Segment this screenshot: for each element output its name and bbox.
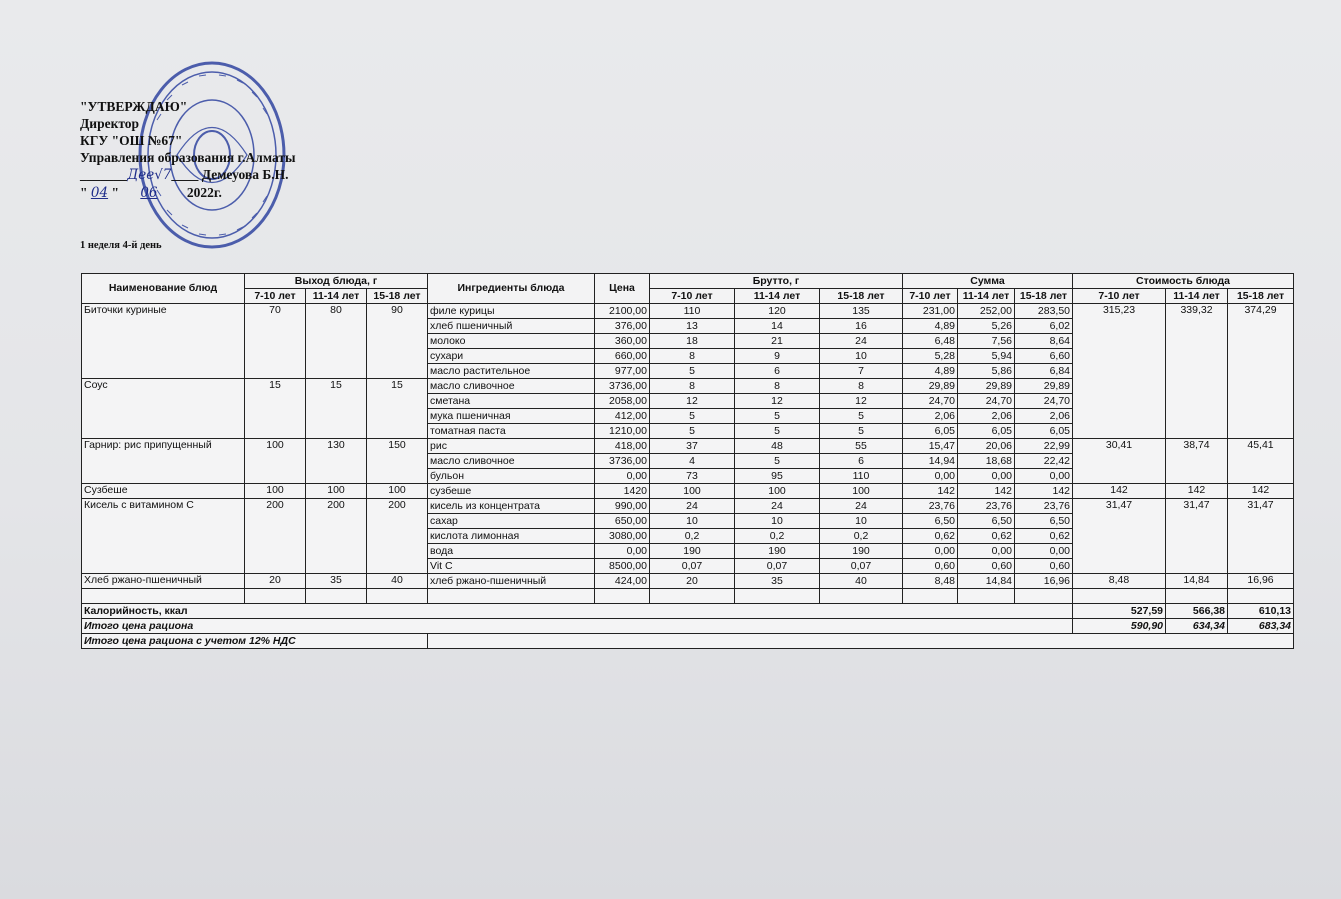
blank-cell xyxy=(1228,589,1294,604)
dish-output: 35 xyxy=(306,574,367,589)
brutto-value: 0,07 xyxy=(820,559,903,574)
brutto-value: 100 xyxy=(735,484,820,499)
brutto-value: 24 xyxy=(735,499,820,514)
age-header: 15-18 лет xyxy=(1228,289,1294,304)
sum-value: 0,62 xyxy=(1015,529,1073,544)
brutto-value: 24 xyxy=(820,499,903,514)
dish-output: 80 xyxy=(306,304,367,379)
dish-cost: 339,32 xyxy=(1166,304,1228,439)
dish-cost: 142 xyxy=(1166,484,1228,499)
brutto-value: 8 xyxy=(650,349,735,364)
brutto-value: 12 xyxy=(820,394,903,409)
brutto-value: 6 xyxy=(735,364,820,379)
ingredient-price: 8500,00 xyxy=(595,559,650,574)
sum-value: 24,70 xyxy=(903,394,958,409)
dish-name: Биточки куриные xyxy=(82,304,245,379)
brutto-value: 5 xyxy=(735,424,820,439)
sum-value: 0,00 xyxy=(1015,544,1073,559)
dish-cost: 14,84 xyxy=(1166,574,1228,589)
dish-cost: 31,47 xyxy=(1228,499,1294,574)
sum-value: 0,60 xyxy=(958,559,1015,574)
sum-value: 22,99 xyxy=(1015,439,1073,454)
calories-row xyxy=(82,604,1294,619)
dish-output: 100 xyxy=(245,439,306,484)
header-summa: Сумма xyxy=(903,274,1073,289)
dish-cost: 31,47 xyxy=(1166,499,1228,574)
ingredient-price: 3080,00 xyxy=(595,529,650,544)
dish-cost: 31,47 xyxy=(1073,499,1166,574)
ingredient-name: кислота лимонная xyxy=(428,529,595,544)
ingredient-name: масло сливочное xyxy=(428,454,595,469)
ingredient-name: мука пшеничная xyxy=(428,409,595,424)
brutto-value: 100 xyxy=(820,484,903,499)
signature-blank: _______ xyxy=(80,167,128,182)
age-header: 7-10 лет xyxy=(650,289,735,304)
dish-output: 150 xyxy=(367,439,428,484)
menu-subtitle: 1 неделя 4-й день xyxy=(80,240,162,251)
age-header: 15-18 лет xyxy=(820,289,903,304)
header-brutto: Брутто, г xyxy=(650,274,903,289)
sum-value: 29,89 xyxy=(903,379,958,394)
sum-value: 16,96 xyxy=(1015,574,1073,589)
date-year: 2022г. xyxy=(186,185,222,200)
sum-value: 6,48 xyxy=(903,334,958,349)
sum-value: 2,06 xyxy=(1015,409,1073,424)
signature-line xyxy=(80,166,296,184)
ingredient-price: 2058,00 xyxy=(595,394,650,409)
dish-output: 100 xyxy=(245,484,306,499)
calories-value: 610,13 xyxy=(1228,604,1294,619)
sum-value: 252,00 xyxy=(958,304,1015,319)
brutto-value: 8 xyxy=(650,379,735,394)
brutto-value: 10 xyxy=(650,514,735,529)
total-value: 683,34 xyxy=(1228,619,1294,634)
sum-value: 29,89 xyxy=(1015,379,1073,394)
sum-value: 14,94 xyxy=(903,454,958,469)
blank-cell xyxy=(306,589,367,604)
ingredient-name: рис xyxy=(428,439,595,454)
brutto-value: 35 xyxy=(735,574,820,589)
brutto-value: 110 xyxy=(820,469,903,484)
department-name: Управления образования г.Алматы xyxy=(80,150,296,165)
ingredient-name: вода xyxy=(428,544,595,559)
dish-cost: 45,41 xyxy=(1228,439,1294,484)
brutto-value: 5 xyxy=(820,409,903,424)
brutto-value: 48 xyxy=(735,439,820,454)
blank-cell xyxy=(428,589,595,604)
sum-value: 6,05 xyxy=(958,424,1015,439)
brutto-value: 5 xyxy=(650,364,735,379)
dish-output: 15 xyxy=(245,379,306,439)
age-header: 7-10 лет xyxy=(245,289,306,304)
sum-value: 14,84 xyxy=(958,574,1015,589)
brutto-value: 190 xyxy=(650,544,735,559)
total-value: 634,34 xyxy=(1166,619,1228,634)
sum-value: 23,76 xyxy=(1015,499,1073,514)
sum-value: 5,26 xyxy=(958,319,1015,334)
director-position: Директор xyxy=(80,116,140,131)
blank-cell xyxy=(735,589,820,604)
dish-output: 130 xyxy=(306,439,367,484)
blank-cell xyxy=(595,589,650,604)
sum-value: 6,02 xyxy=(1015,319,1073,334)
calories-value: 527,59 xyxy=(1073,604,1166,619)
header-row-2 xyxy=(82,289,1294,304)
sum-value: 0,62 xyxy=(903,529,958,544)
dish-cost: 38,74 xyxy=(1166,439,1228,484)
sum-value: 8,64 xyxy=(1015,334,1073,349)
dish-cost: 374,29 xyxy=(1228,304,1294,439)
table-row xyxy=(82,439,1294,454)
ingredient-price: 376,00 xyxy=(595,319,650,334)
age-header: 11-14 лет xyxy=(735,289,820,304)
brutto-value: 5 xyxy=(820,424,903,439)
director-name: Демеуова Б.Н. xyxy=(201,167,289,182)
brutto-value: 5 xyxy=(735,454,820,469)
ingredient-name: сахар xyxy=(428,514,595,529)
sum-value: 0,00 xyxy=(958,469,1015,484)
brutto-value: 12 xyxy=(650,394,735,409)
age-header: 7-10 лет xyxy=(903,289,958,304)
ingredient-price: 660,00 xyxy=(595,349,650,364)
blank-cell xyxy=(958,589,1015,604)
brutto-value: 5 xyxy=(650,424,735,439)
brutto-value: 10 xyxy=(820,349,903,364)
table-body xyxy=(82,304,1294,649)
brutto-value: 0,07 xyxy=(650,559,735,574)
sum-value: 15,47 xyxy=(903,439,958,454)
age-header: 15-18 лет xyxy=(1015,289,1073,304)
total-value: 590,90 xyxy=(1073,619,1166,634)
dish-output: 40 xyxy=(367,574,428,589)
sum-value: 5,94 xyxy=(958,349,1015,364)
header-price: Цена xyxy=(595,274,650,304)
brutto-value: 18 xyxy=(650,334,735,349)
calories-label: Калорийность, ккал xyxy=(82,604,1073,619)
blank-cell xyxy=(367,589,428,604)
table-row xyxy=(82,499,1294,514)
dish-output: 100 xyxy=(367,484,428,499)
sum-value: 0,00 xyxy=(1015,469,1073,484)
age-header: 7-10 лет xyxy=(1073,289,1166,304)
brutto-value: 40 xyxy=(820,574,903,589)
brutto-value: 5 xyxy=(735,409,820,424)
dish-output: 200 xyxy=(245,499,306,574)
sum-value: 18,68 xyxy=(958,454,1015,469)
ingredient-name: сузбеше xyxy=(428,484,595,499)
brutto-value: 7 xyxy=(820,364,903,379)
ingredient-price: 412,00 xyxy=(595,409,650,424)
brutto-value: 13 xyxy=(650,319,735,334)
sum-value: 2,06 xyxy=(958,409,1015,424)
header-row-1 xyxy=(82,274,1294,289)
sum-value: 0,60 xyxy=(903,559,958,574)
table-row xyxy=(82,574,1294,589)
sum-value: 0,00 xyxy=(903,544,958,559)
sum-value: 283,50 xyxy=(1015,304,1073,319)
blank-cell xyxy=(1166,589,1228,604)
dish-name: Гарнир: рис припущенный xyxy=(82,439,245,484)
blank-cell xyxy=(820,589,903,604)
header-dish: Наименование блюд xyxy=(82,274,245,304)
ingredient-name: сметана xyxy=(428,394,595,409)
brutto-value: 0,07 xyxy=(735,559,820,574)
age-header: 11-14 лет xyxy=(958,289,1015,304)
sum-value: 23,76 xyxy=(903,499,958,514)
dish-cost: 315,23 xyxy=(1073,304,1166,439)
ingredient-name: молоко xyxy=(428,334,595,349)
approval-block xyxy=(80,98,296,202)
brutto-value: 0,2 xyxy=(735,529,820,544)
dish-cost: 142 xyxy=(1228,484,1294,499)
ingredient-name: масло сливочное xyxy=(428,379,595,394)
brutto-value: 6 xyxy=(820,454,903,469)
sum-value: 142 xyxy=(1015,484,1073,499)
dish-output: 15 xyxy=(367,379,428,439)
brutto-value: 14 xyxy=(735,319,820,334)
sum-value: 7,56 xyxy=(958,334,1015,349)
brutto-value: 9 xyxy=(735,349,820,364)
ingredient-name: бульон xyxy=(428,469,595,484)
ingredient-price: 418,00 xyxy=(595,439,650,454)
dish-name: Сузбеше xyxy=(82,484,245,499)
brutto-value: 24 xyxy=(820,334,903,349)
sum-value: 4,89 xyxy=(903,364,958,379)
sum-value: 0,00 xyxy=(903,469,958,484)
brutto-value: 95 xyxy=(735,469,820,484)
sum-value: 4,89 xyxy=(903,319,958,334)
menu-table xyxy=(81,273,1294,649)
sum-value: 6,05 xyxy=(903,424,958,439)
brutto-value: 120 xyxy=(735,304,820,319)
ingredient-price: 0,00 xyxy=(595,544,650,559)
sum-value: 24,70 xyxy=(958,394,1015,409)
sum-value: 2,06 xyxy=(903,409,958,424)
school-name: КГУ "ОШ №67" xyxy=(80,133,183,148)
brutto-value: 10 xyxy=(735,514,820,529)
age-header: 11-14 лет xyxy=(1166,289,1228,304)
brutto-value: 20 xyxy=(650,574,735,589)
table-row xyxy=(82,484,1294,499)
sum-value: 142 xyxy=(958,484,1015,499)
sum-value: 6,60 xyxy=(1015,349,1073,364)
sum-value: 6,50 xyxy=(903,514,958,529)
brutto-value: 10 xyxy=(820,514,903,529)
dish-cost: 30,41 xyxy=(1073,439,1166,484)
ingredient-name: томатная паста xyxy=(428,424,595,439)
date-month: 06 xyxy=(140,185,158,201)
blank-cell xyxy=(82,589,245,604)
brutto-value: 190 xyxy=(820,544,903,559)
brutto-value: 0,2 xyxy=(650,529,735,544)
ingredient-name: сухари xyxy=(428,349,595,364)
ingredient-price: 360,00 xyxy=(595,334,650,349)
ingredient-name: Vit C xyxy=(428,559,595,574)
dish-cost: 142 xyxy=(1073,484,1166,499)
total-vat-empty xyxy=(428,634,1294,649)
table-header xyxy=(82,274,1294,304)
signature-blank-2: ____ xyxy=(171,167,202,182)
sum-value: 0,60 xyxy=(1015,559,1073,574)
ingredient-price: 424,00 xyxy=(595,574,650,589)
brutto-value: 0,2 xyxy=(820,529,903,544)
total-label: Итого цена рациона xyxy=(82,619,1073,634)
brutto-value: 100 xyxy=(650,484,735,499)
table-row xyxy=(82,304,1294,319)
ingredient-price: 1420 xyxy=(595,484,650,499)
blank-cell xyxy=(650,589,735,604)
sum-value: 8,48 xyxy=(903,574,958,589)
brutto-value: 55 xyxy=(820,439,903,454)
sum-value: 5,86 xyxy=(958,364,1015,379)
total-row xyxy=(82,619,1294,634)
sum-value: 142 xyxy=(903,484,958,499)
brutto-value: 21 xyxy=(735,334,820,349)
sum-value: 22,42 xyxy=(1015,454,1073,469)
blank-cell xyxy=(245,589,306,604)
total-vat-label: Итого цена рациона с учетом 12% НДС xyxy=(82,634,428,649)
sum-value: 5,28 xyxy=(903,349,958,364)
brutto-value: 24 xyxy=(650,499,735,514)
dish-output: 15 xyxy=(306,379,367,439)
dish-name: Хлеб ржано-пшеничный xyxy=(82,574,245,589)
brutto-value: 12 xyxy=(735,394,820,409)
dish-output: 200 xyxy=(367,499,428,574)
dish-output: 200 xyxy=(306,499,367,574)
header-cost: Стоимость блюда xyxy=(1073,274,1294,289)
dish-output: 70 xyxy=(245,304,306,379)
age-header: 11-14 лет xyxy=(306,289,367,304)
brutto-value: 110 xyxy=(650,304,735,319)
date-quote-close: " xyxy=(111,185,119,200)
brutto-value: 37 xyxy=(650,439,735,454)
sum-value: 6,50 xyxy=(958,514,1015,529)
sum-value: 0,00 xyxy=(958,544,1015,559)
brutto-value: 8 xyxy=(820,379,903,394)
date-quote-open: " xyxy=(80,185,88,200)
sum-value: 29,89 xyxy=(958,379,1015,394)
sum-value: 6,84 xyxy=(1015,364,1073,379)
ingredient-price: 990,00 xyxy=(595,499,650,514)
blank-cell xyxy=(1015,589,1073,604)
dish-output: 90 xyxy=(367,304,428,379)
ingredient-price: 3736,00 xyxy=(595,379,650,394)
sum-value: 24,70 xyxy=(1015,394,1073,409)
age-header: 15-18 лет xyxy=(367,289,428,304)
brutto-value: 135 xyxy=(820,304,903,319)
ingredient-price: 650,00 xyxy=(595,514,650,529)
ingredient-name: кисель из концентрата xyxy=(428,499,595,514)
sum-value: 231,00 xyxy=(903,304,958,319)
ingredient-name: хлеб пшеничный xyxy=(428,319,595,334)
ingredient-name: масло растительное xyxy=(428,364,595,379)
total-vat-row xyxy=(82,634,1294,649)
sum-value: 23,76 xyxy=(958,499,1015,514)
brutto-value: 8 xyxy=(735,379,820,394)
ingredient-price: 977,00 xyxy=(595,364,650,379)
sum-value: 6,05 xyxy=(1015,424,1073,439)
dish-output: 20 xyxy=(245,574,306,589)
ingredient-price: 3736,00 xyxy=(595,454,650,469)
ingredient-price: 2100,00 xyxy=(595,304,650,319)
header-ingredients: Ингредиенты блюда xyxy=(428,274,595,304)
dish-cost: 8,48 xyxy=(1073,574,1166,589)
blank-row xyxy=(82,589,1294,604)
approval-title: "УТВЕРЖДАЮ" xyxy=(80,99,188,114)
ingredient-price: 1210,00 xyxy=(595,424,650,439)
dish-name: Соус xyxy=(82,379,245,439)
blank-cell xyxy=(903,589,958,604)
handwritten-signature: Дее√7 xyxy=(127,167,172,183)
sum-value: 20,06 xyxy=(958,439,1015,454)
ingredient-price: 0,00 xyxy=(595,469,650,484)
brutto-value: 190 xyxy=(735,544,820,559)
dish-output: 100 xyxy=(306,484,367,499)
dish-cost: 16,96 xyxy=(1228,574,1294,589)
ingredient-name: филе курицы xyxy=(428,304,595,319)
brutto-value: 4 xyxy=(650,454,735,469)
sum-value: 6,50 xyxy=(1015,514,1073,529)
calories-value: 566,38 xyxy=(1166,604,1228,619)
brutto-value: 5 xyxy=(650,409,735,424)
ingredient-name: хлеб ржано-пшеничный xyxy=(428,574,595,589)
date-day: 04 xyxy=(90,185,109,201)
brutto-value: 16 xyxy=(820,319,903,334)
dish-name: Кисель с витамином С xyxy=(82,499,245,574)
sum-value: 0,62 xyxy=(958,529,1015,544)
brutto-value: 73 xyxy=(650,469,735,484)
header-output: Выход блюда, г xyxy=(245,274,428,289)
approval-date xyxy=(80,184,296,202)
blank-cell xyxy=(1073,589,1166,604)
